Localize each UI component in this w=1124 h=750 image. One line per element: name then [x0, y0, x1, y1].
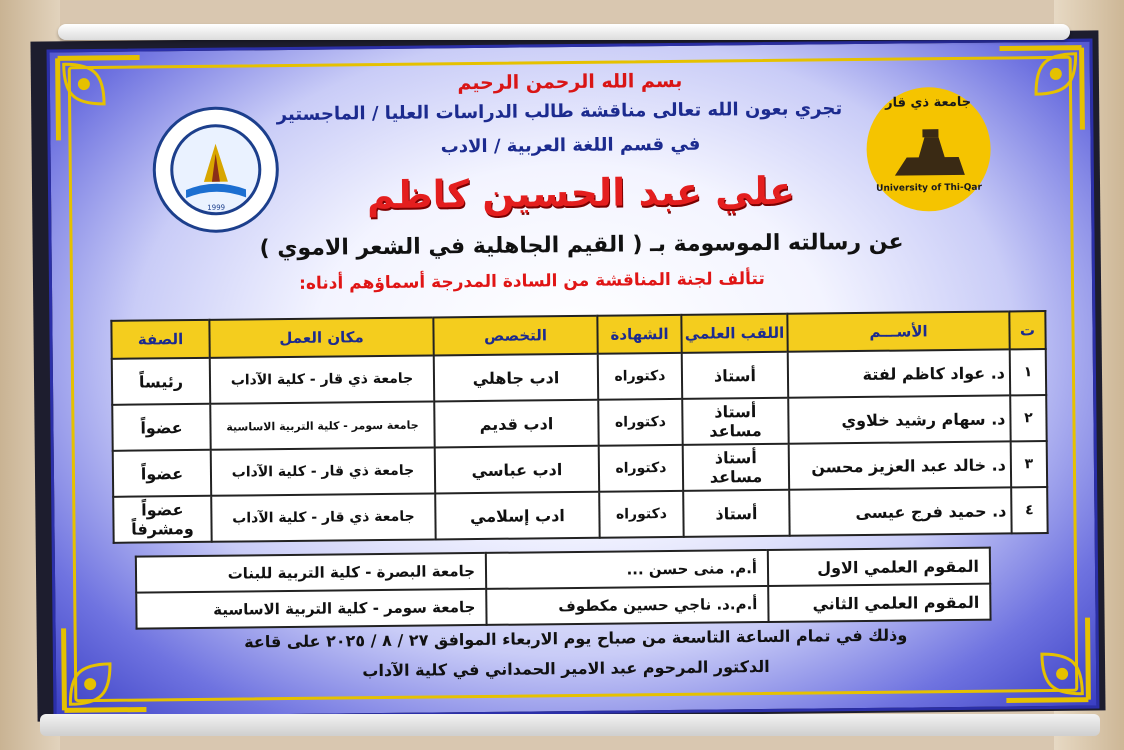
- row-number: ٢: [1010, 395, 1046, 441]
- ornament-corner-icon: [60, 623, 151, 714]
- student-name: علي عبد الحسين كاظم: [366, 168, 796, 218]
- specialization: ادب عباسي: [435, 446, 599, 494]
- reviewer-workplace: جامعة سومر - كلية التربية الاساسية: [136, 589, 486, 629]
- reviewer-label: المقوم العلمي الثاني: [768, 584, 990, 622]
- row-number: ٤: [1011, 487, 1047, 533]
- committee-table: [110, 310, 1048, 544]
- university-name-english: University of Thi-Qar: [876, 182, 982, 194]
- degree: دكتوراه: [599, 445, 683, 492]
- footer-venue: الدكتور المرحوم عبد الامير الحمداني في كلية الآداب: [362, 656, 770, 681]
- college-emblem-icon: [155, 109, 276, 230]
- basmala: بسم الله الرحمن الرحيم: [457, 69, 683, 95]
- thesis-title: عن رسالته الموسومة بـ ( القيم الجاهلية في الشعر الاموي ): [259, 229, 904, 262]
- role: عضواً ومشرفاً: [113, 496, 211, 543]
- reviewer-workplace: جامعة البصرة - كلية التربية للبنات: [136, 553, 486, 593]
- reviewer-label: المقوم العلمي الاول: [768, 548, 990, 586]
- specialization: ادب قديم: [434, 400, 598, 448]
- academic-title: أستاذ مساعد: [683, 444, 789, 491]
- banner-top-rod: [58, 24, 1070, 40]
- reviewers-table: [135, 547, 992, 630]
- column-header: الشهادة: [597, 315, 681, 354]
- ornament-corner-icon: [996, 44, 1087, 135]
- degree: دكتوراه: [598, 353, 682, 400]
- row-number: ١: [1010, 349, 1046, 395]
- column-header: التخصص: [433, 316, 597, 356]
- specialization: ادب إسلامي: [435, 492, 599, 540]
- role: عضواً: [113, 450, 211, 497]
- specialization: ادب جاهلي: [434, 354, 598, 402]
- column-header: ت: [1009, 311, 1045, 349]
- university-logo: [866, 87, 991, 212]
- college-logo: [152, 106, 279, 233]
- academic-title: أستاذ مساعد: [682, 398, 788, 445]
- degree: دكتوراه: [599, 491, 683, 538]
- member-name: د. خالد عبد العزيز محسن: [789, 441, 1011, 489]
- discussion-banner: [47, 39, 1100, 720]
- banner-bottom-rod: [40, 714, 1100, 736]
- column-header: اللقب العلمي: [681, 314, 787, 353]
- row-number: ٣: [1011, 441, 1047, 487]
- reviewer-name: أ.م.د. ناجي حسين مكطوف: [486, 586, 768, 625]
- workplace: جامعة ذي قار - كلية الآداب: [211, 493, 435, 541]
- reviewer-row: [136, 584, 990, 629]
- committee-intro: تتألف لجنة المناقشة من السادة المدرجة أسماؤهم أدناه:: [299, 268, 765, 294]
- footer-datetime: وذلك في تمام الساعة التاسعة من صباح يوم الاربعاء الموافق ٢٧ / ٨ / ٢٠٢٥ على قاعة: [244, 625, 908, 652]
- column-header: مكان العمل: [209, 317, 433, 357]
- academic-title: أستاذ: [683, 490, 789, 537]
- announcement-line: تجري بعون الله تعالى مناقشة طالب الدراسات العليا / الماجستير: [276, 98, 843, 126]
- svg-text:1999: 1999: [207, 203, 226, 212]
- member-name: د. عواد كاظم لفتة: [788, 349, 1010, 397]
- ornament-corner-icon: [54, 53, 145, 144]
- degree: دكتوراه: [598, 399, 682, 446]
- column-header: الأســـم: [787, 311, 1009, 351]
- member-name: د. سهام رشيد خلاوي: [788, 395, 1010, 443]
- reviewer-name: أ.م. منى حسن ...: [486, 550, 768, 589]
- member-name: د. حميد فرج عيسى: [789, 487, 1011, 535]
- column-header: الصفة: [111, 320, 209, 359]
- role: رئيساً: [112, 358, 210, 405]
- workplace: جامعة ذي قار - كلية الآداب: [210, 355, 434, 403]
- workplace: جامعة سومر - كلية التربية الاساسية: [210, 401, 434, 449]
- workplace: جامعة ذي قار - كلية الآداب: [211, 447, 435, 495]
- table-row: [113, 487, 1047, 543]
- university-name-arabic: جامعة ذي قار: [885, 94, 972, 111]
- academic-title: أستاذ: [682, 352, 788, 399]
- department-line: في قسم اللغة العربية / الادب: [440, 133, 701, 158]
- role: عضواً: [112, 404, 210, 451]
- ornament-corner-icon: [1001, 614, 1092, 705]
